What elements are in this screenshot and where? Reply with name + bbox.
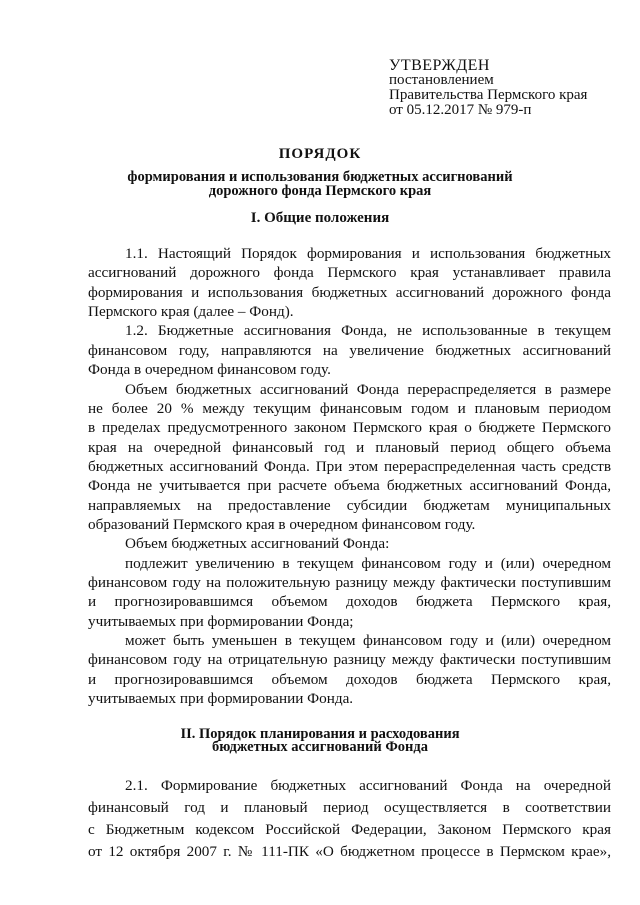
approval-line: Правительства Пермского края <box>389 87 588 103</box>
document-title: ПОРЯДОК <box>278 146 362 162</box>
document-subtitle-line: формирования и использования бюджетных ассигнований <box>127 169 513 185</box>
text-line: Объем бюджетных ассигнований Фонда: <box>125 535 390 553</box>
text-line: с Бюджетным кодексом Российской Федерации, Законом Пермского края <box>88 821 611 838</box>
text-line: 2.1. Формирование бюджетных ассигнований Фонда на очередной <box>125 777 611 794</box>
text-line: бюджетных ассигнований Фонда. При этом перераспределенная часть средств <box>88 457 611 475</box>
section-heading: II. Порядок планирования и расходования <box>180 726 460 742</box>
section-heading-line: бюджетных ассигнований Фонда <box>212 739 428 755</box>
text-line: образований Пермского края в очередном финансовом году. <box>88 515 476 533</box>
section-heading: I. Общие положения <box>250 210 390 226</box>
text-line: не более 20 % между текущим финансовым годом и плановым периодом <box>88 399 611 417</box>
text-line: финансовом году на положительную разницу между фактически поступившим <box>88 574 611 591</box>
text-line: формирования и использования бюджетных ассигнований дорожного фонда <box>88 283 611 301</box>
text-line: в пределах предусмотренного законом Пермского края о бюджете Пермского <box>88 419 611 437</box>
text-line: направляемых на предоставление субсидии бюджетам муниципальных <box>88 496 611 514</box>
text-line: Фонда не учитывается при расчете объема бюджетных ассигнований Фонда, <box>88 477 611 495</box>
text-line: и прогнозировавшимся объемом доходов бюджета Пермского края, <box>88 593 611 611</box>
text-line: края на очередной финансовый год и плановый период общего объема <box>88 438 611 456</box>
text-line: учитываемых при формировании Фонда. <box>88 690 354 707</box>
text-line: Объем бюджетных ассигнований Фонда перераспределяется в размере <box>125 380 611 398</box>
approval-stamp <box>389 58 619 118</box>
approval-heading: УТВЕРЖДЕН <box>389 57 490 74</box>
approval-date-line: от 05.12.2017 № 979-п <box>389 102 532 118</box>
text-line: финансовый год и плановый период осуществляется в соответствии <box>88 799 611 816</box>
text-line: Пермского края (далее – Фонд). <box>88 303 294 321</box>
text-line: от 12 октября 2007 г. № 111-ПК «О бюджетном процессе в Пермском крае», <box>88 843 611 860</box>
text-line: Фонда в очередном финансовом году. <box>88 361 331 379</box>
document-subtitle-line: дорожного фонда Пермского края <box>208 183 432 199</box>
text-line: 1.2. Бюджетные ассигнования Фонда, не использованные в текущем <box>125 322 611 340</box>
approval-line: постановлением <box>389 72 494 88</box>
text-line: финансовом году, направляются на увеличение бюджетных ассигнований <box>88 341 611 359</box>
text-line: 1.1. Настоящий Порядок формирования и использования бюджетных <box>125 245 611 262</box>
text-line: ассигнований дорожного фонда Пермского края устанавливает правила <box>88 264 611 282</box>
text-line: подлежит увеличению в текущем финансовом году и (или) очередном <box>125 554 611 572</box>
text-line: и прогнозировавшимся объемом доходов бюджета Пермского края, <box>88 670 611 688</box>
text-line: может быть уменьшен в текущем финансовом году и (или) очередном <box>125 632 611 649</box>
text-line: финансовом году на отрицательную разницу между фактически поступившим <box>88 651 611 669</box>
text-line: учитываемых при формировании Фонда; <box>88 612 354 630</box>
